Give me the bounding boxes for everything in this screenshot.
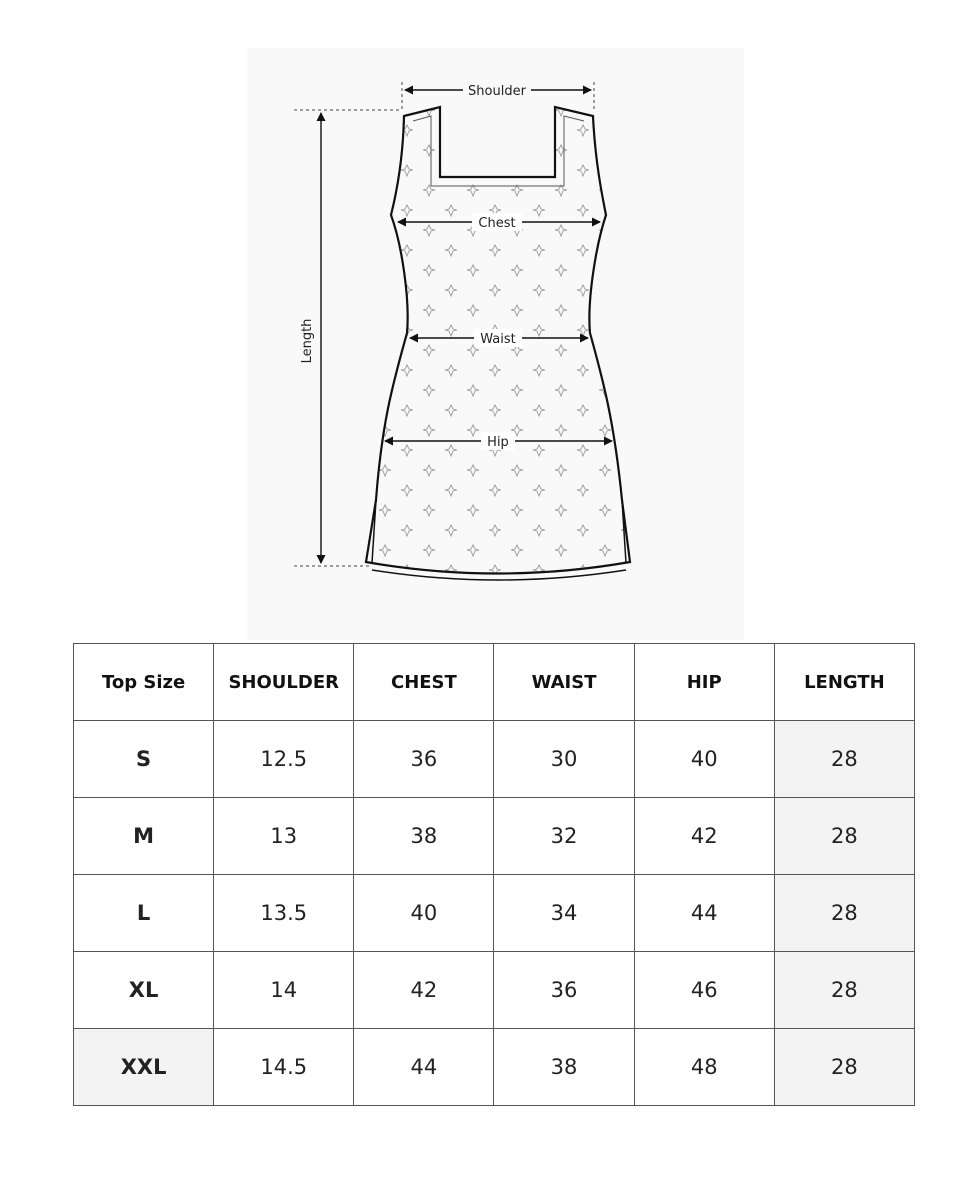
shoulder-cell: 12.5	[214, 721, 354, 798]
shoulder-cell: 14.5	[214, 1029, 354, 1106]
table-row	[74, 952, 915, 1029]
table-row	[74, 798, 915, 875]
shoulder-cell: 13	[214, 798, 354, 875]
waist-cell: 34	[494, 875, 634, 952]
table-header-row	[74, 644, 915, 721]
table-row	[74, 1029, 915, 1106]
hip-cell: 42	[634, 798, 774, 875]
chest-cell: 38	[354, 798, 494, 875]
table-row	[74, 721, 915, 798]
chest-cell: 42	[354, 952, 494, 1029]
length-cell: 28	[774, 952, 914, 1029]
header-top-size: Top Size	[74, 644, 214, 721]
header-shoulder: SHOULDER	[214, 644, 354, 721]
hip-cell: 48	[634, 1029, 774, 1106]
size-chart-table	[73, 643, 915, 1106]
hip-cell: 40	[634, 721, 774, 798]
waist-cell: 32	[494, 798, 634, 875]
size-cell: XXL	[74, 1029, 214, 1106]
header-length: LENGTH	[774, 644, 914, 721]
length-cell: 28	[774, 721, 914, 798]
size-cell: S	[74, 721, 214, 798]
chest-cell: 36	[354, 721, 494, 798]
waist-cell: 36	[494, 952, 634, 1029]
hip-cell: 46	[634, 952, 774, 1029]
size-cell: L	[74, 875, 214, 952]
shoulder-cell: 14	[214, 952, 354, 1029]
shoulder-label: Shoulder	[468, 84, 526, 99]
header-chest: CHEST	[354, 644, 494, 721]
shoulder-cell: 13.5	[214, 875, 354, 952]
chest-cell: 44	[354, 1029, 494, 1106]
header-hip: HIP	[634, 644, 774, 721]
waist-cell: 30	[494, 721, 634, 798]
hip-cell: 44	[634, 875, 774, 952]
length-cell: 28	[774, 1029, 914, 1106]
table-row	[74, 875, 915, 952]
size-cell: XL	[74, 952, 214, 1029]
waist-cell: 38	[494, 1029, 634, 1106]
header-waist: WAIST	[494, 644, 634, 721]
hip-label: Hip	[487, 435, 509, 450]
length-cell: 28	[774, 875, 914, 952]
waist-label: Waist	[480, 332, 516, 347]
size-cell: M	[74, 798, 214, 875]
chest-label: Chest	[478, 216, 516, 231]
chest-cell: 40	[354, 875, 494, 952]
length-cell: 28	[774, 798, 914, 875]
length-label: Length	[300, 318, 315, 364]
